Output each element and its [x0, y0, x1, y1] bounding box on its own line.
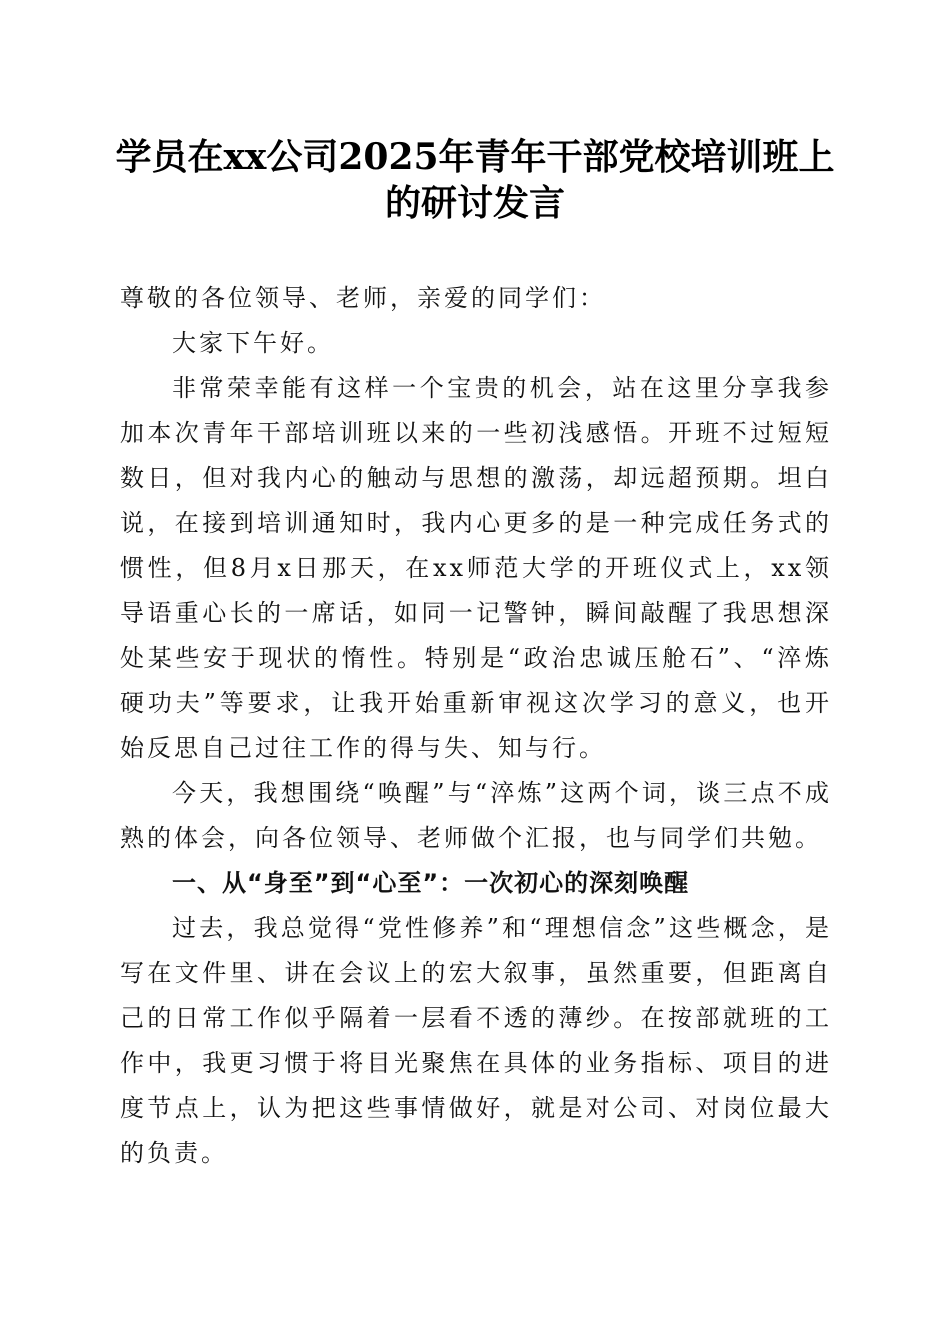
paragraph-intro: 非常荣幸能有这样一个宝贵的机会，站在这里分享我参加本次青年干部培训班以来的一些初浅感悟。开班不过短短数日，但对我内心的触动与思想的激荡，却远超预期。坦白说，在接到培训通知时，我内心更多的是一种完成任务式的惯性，但8月x日那天，在xx师范大学的开班仪式上，xx领导语重心长的一席话，如同一记警钟，瞬间敲醒了我思想深处某些安于现状的惰性。特别是“政治忠诚压舱石”、“淬炼硬功夫”等要求，让我开始重新审视这次学习的意义，也开始反思自己过往工作的得与失、知与行。 — [120, 374, 832, 762]
greeting: 大家下午好。 — [172, 329, 334, 357]
salutation: 尊敬的各位领导、老师，亲爱的同学们： — [120, 284, 606, 312]
document-body — [120, 276, 832, 1176]
document-title: 学员在xx公司2025年青年干部党校培训班上的研讨发言 — [115, 136, 835, 224]
section-heading-1: 一、从“身至”到“心至”：一次初心的深刻唤醒 — [172, 869, 690, 897]
section-1-paragraph: 过去，我总觉得“党性修养”和“理想信念”这些概念，是写在文件里、讲在会议上的宏大叙事，虽然重要，但距离自己的日常工作似乎隔着一层看不透的薄纱。在按部就班的工作中，我更习惯于将目光聚焦在具体的业务指标、项目的进度节点上，认为把这些事情做好，就是对公司、对岗位最大的负责。 — [120, 914, 832, 1167]
paragraph-topic: 今天，我想围绕“唤醒”与“淬炼”这两个词，谈三点不成熟的体会，向各位领导、老师做个汇报，也与同学们共勉。 — [120, 779, 832, 852]
